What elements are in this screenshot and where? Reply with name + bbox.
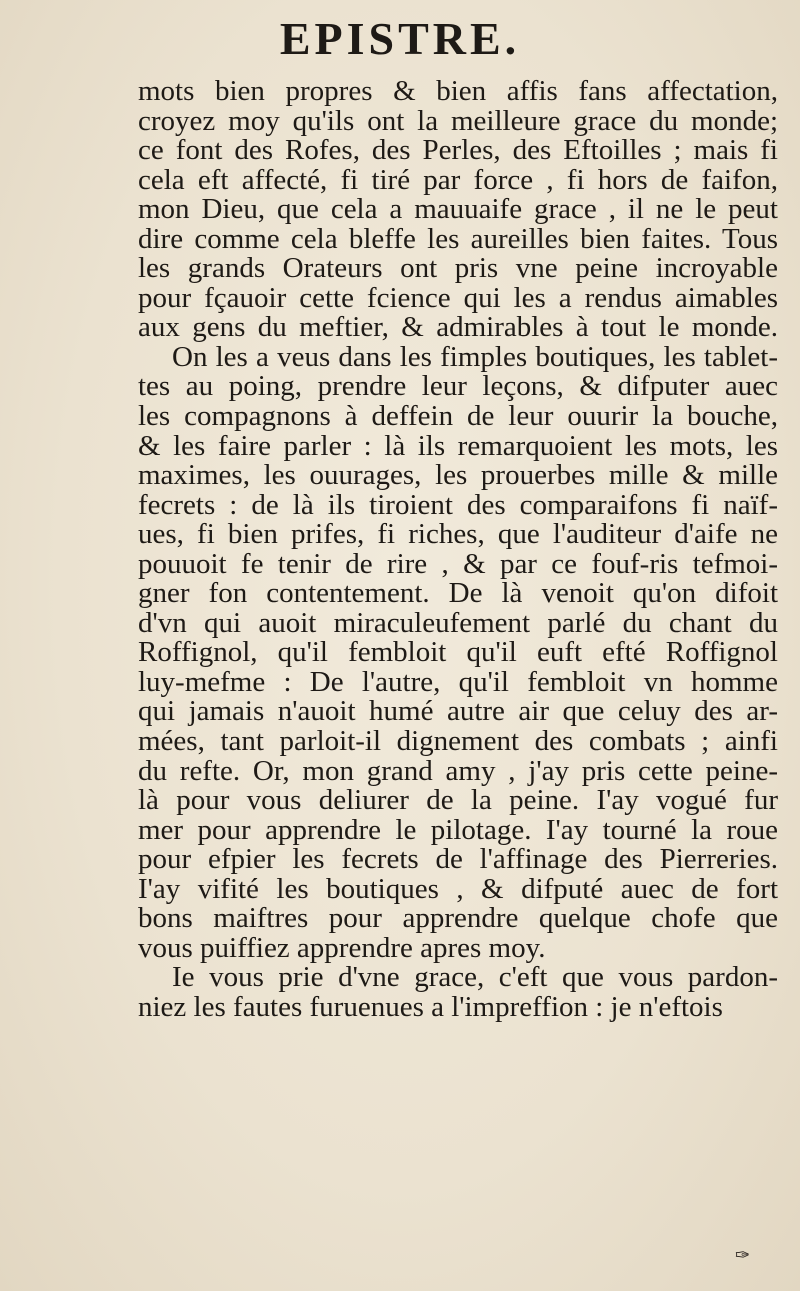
text-line: & les faire parler : là ils remarquoient les mots, les [138, 429, 778, 462]
text-line: d'vn qui auoit miraculeufement parlé du chant du [138, 606, 778, 639]
text-line: qui jamais n'auoit humé autre air que celuy des ar- [138, 695, 778, 728]
text-line: mon Dieu, que cela a mauuaife grace , il ne le peut [138, 193, 778, 226]
text-line: pouuoit fe tenir de rire , & par ce fouf-ris tefmoi- [138, 547, 778, 580]
text-line: Roffignol, qu'il fembloit qu'il euft efté Roffignol [138, 636, 778, 669]
text-line: On les a veus dans les fimples boutiques, les tablet- [172, 340, 778, 373]
text-line: dire comme cela bleffe les aureilles bien faites. Tous [138, 222, 778, 255]
text-line: I'ay vifité les boutiques , & difputé auec de fort [138, 872, 778, 905]
text-line: maximes, les ouurages, les prouerbes mille & mille [138, 459, 778, 492]
text-line: pour fçauoir cette fcience qui les a rendus aimables [138, 281, 778, 314]
running-head: EPISTRE. [279, 13, 521, 64]
text-line: luy-mefme : De l'autre, qu'il fembloit vn homme [138, 665, 778, 698]
text-line: pour efpier les fecrets de l'affinage des Pierreries. [138, 843, 778, 876]
text-line: niez les fautes furuenues a l'impreffion : je n'eftois [138, 990, 723, 1023]
text-line: aux gens du meftier, & admirables à tout le monde. [138, 311, 778, 344]
text-line: ues, fi bien prifes, fi riches, que l'auditeur d'aife ne [138, 518, 778, 551]
text-line: les grands Orateurs ont pris vne peine incroyable [138, 252, 778, 285]
catchword-ornament: ✑ [735, 1245, 751, 1266]
text-line: bons maiftres pour apprendre quelque chofe que [138, 902, 778, 935]
text-line: Ie vous prie d'vne grace, c'eft que vous pardon- [172, 961, 778, 994]
text-line: mots bien propres & bien affis fans affectation, [138, 75, 778, 107]
text-line: mer pour apprendre le pilotage. I'ay tourné la roue [138, 813, 778, 846]
text-line: ce font des Rofes, des Perles, des Eftoilles ; mais fi [138, 134, 778, 167]
text-line: vous puiffiez apprendre apres moy. [138, 931, 546, 964]
text-line: là pour vous deliurer de la peine. I'ay vogué fur [138, 784, 778, 817]
text-line: tes au poing, prendre leur leçons, & difputer auec [138, 370, 778, 403]
text-line: gner fon contentement. De là venoit qu'on difoit [138, 577, 778, 610]
text-line: les compagnons à deffein de leur ouurir la bouche, [138, 400, 778, 433]
text-line: fecrets : de là ils tiroient des comparaifons fi naïf- [138, 488, 778, 521]
body-text [138, 77, 778, 1023]
text-line: mées, tant parloit-il dignement des combats ; ainfi [138, 725, 778, 758]
text-line: cela eft affecté, fi tiré par force , fi hors de faifon, [138, 163, 778, 196]
text-line: du refte. Or, mon grand amy , j'ay pris cette peine- [138, 754, 778, 787]
text-line: croyez moy qu'ils ont la meilleure grace du monde; [138, 104, 778, 137]
